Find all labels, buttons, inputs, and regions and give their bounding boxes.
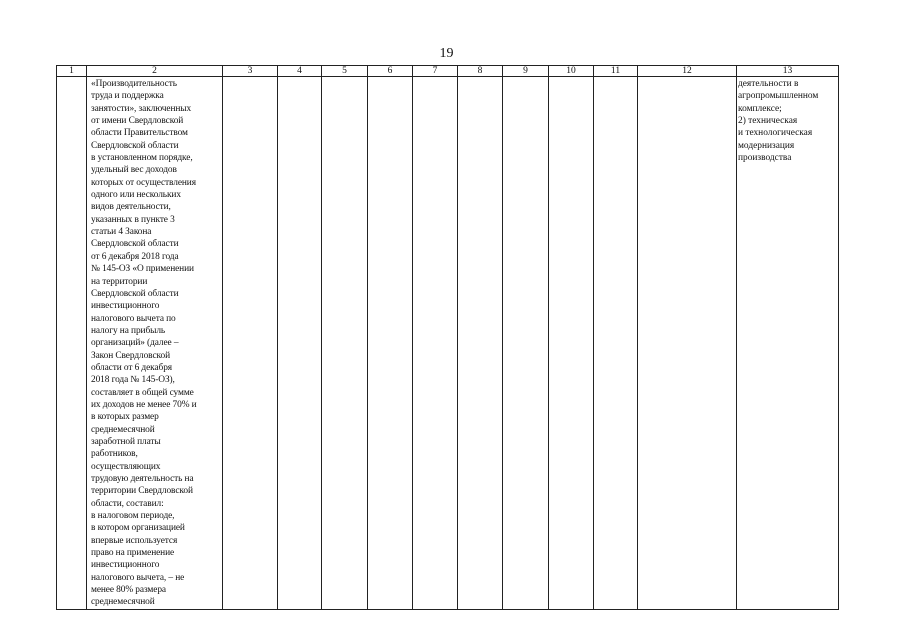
cell-col-11: [594, 77, 638, 610]
cell-col-3: [223, 77, 278, 610]
cell-text: [458, 77, 502, 78]
cell-text: [322, 77, 367, 78]
cell-text: [503, 77, 548, 78]
column-header-3: 3: [223, 66, 278, 77]
criteria-text: «Производительность труда и поддержка занятости», заключенных от имени Свердловской области Правительством Свердловской области в установленном порядке, удельный вес доходов которых от осуществления одного или нескольких видов деятельности, указанных в пункте 3 статьи 4 Закона Свердловской области от 6 декабря 2018 года № 145-ОЗ «О применении на территории Свердловской области инвестиционного налогового вычета по налогу на прибыль организаций» (далее – Закон Свердловской области от 6 декабря 2018 года № 145-ОЗ), составляет в общей сумме их доходов не менее 70% и в которых размер среднемесячной заработной платы работников, осуществляющих трудовую деятельность на территории Свердловской области, составил: в налоговом периоде, в котором организацией впервые используется право на применение инвестиционного налогового вычета, – не менее 80% размера среднемесячной: [91, 79, 197, 608]
cell-text: [413, 77, 457, 78]
activity-text: деятельности в агропромышленном комплексе; 2) техническая и технологическая модернизация производства: [738, 79, 819, 164]
cell-col-8: [458, 77, 503, 610]
cell-text: [57, 77, 86, 78]
column-header-7: 7: [413, 66, 458, 77]
column-header-11: 11: [594, 66, 638, 77]
column-header-9: 9: [503, 66, 549, 77]
page-number: 19: [439, 46, 454, 61]
header-row: [57, 66, 839, 77]
column-header-6: 6: [368, 66, 413, 77]
column-header-2: 2: [87, 66, 223, 77]
cell-col-2: [87, 77, 223, 610]
table-row: [57, 77, 839, 610]
column-header-5: 5: [322, 66, 368, 77]
cell-col-10: [549, 77, 594, 610]
cell-col-13: [737, 77, 839, 610]
cell-text: [549, 77, 593, 78]
cell-text: [638, 77, 736, 78]
cell-col-5: [322, 77, 368, 610]
cell-text: [278, 77, 321, 78]
cell-text: [594, 77, 637, 78]
cell-col-6: [368, 77, 413, 610]
cell-text: [368, 77, 412, 78]
column-header-10: 10: [549, 66, 594, 77]
cell-col-4: [278, 77, 322, 610]
column-header-12: 12: [638, 66, 737, 77]
cell-col-1: [57, 77, 87, 610]
column-header-8: 8: [458, 66, 503, 77]
document-table: [56, 65, 839, 610]
cell-text: [223, 77, 277, 78]
cell-col-12: [638, 77, 737, 610]
cell-col-7: [413, 77, 458, 610]
cell-col-9: [503, 77, 549, 610]
column-header-13: 13: [737, 66, 839, 77]
column-header-4: 4: [278, 66, 322, 77]
column-header-1: 1: [57, 66, 87, 77]
